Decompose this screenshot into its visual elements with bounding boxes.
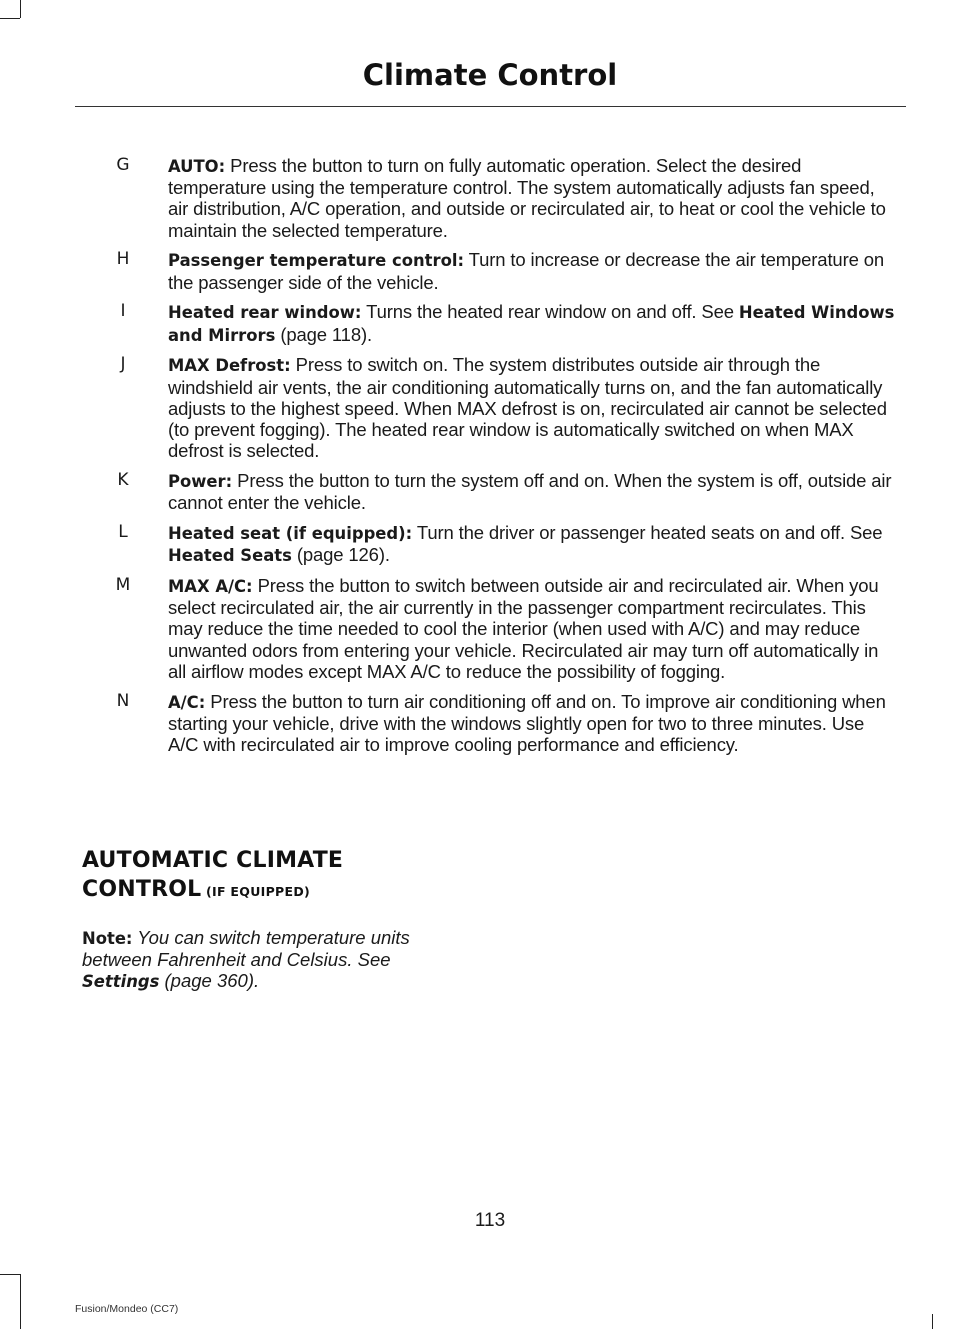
- item-letter: H: [116, 249, 130, 270]
- crop-mark: [0, 18, 20, 19]
- page-title: Climate Control: [362, 58, 618, 92]
- section-heading-line1: AUTOMATIC CLIMATE: [82, 848, 344, 873]
- page-number: 113: [474, 1210, 506, 1231]
- item-text: Press the button to turn on fully automatic operation. Select the desired temperature using the temperature control. The system automatically adjusts fan speed, air distribution, A/C operation, and outside or recirculated air, to heat or cool the vehicle to maintain the selected temperature.: [168, 155, 886, 241]
- item-text: Turn the driver or passenger heated seats on and off. See: [412, 522, 883, 544]
- list-item: [0, 575, 954, 682]
- section-heading: [82, 846, 343, 906]
- item-text: Press the button to switch between outside air and recirculated air. When you select recirculated air, the air currently in the passenger compartment recirculates. This may reduce the time needed to cool the interior (when used with A/C) and may reduce unwanted odors from entering your vehicle. Recirculated air may turn off automatically in all airflow modes except MAX A/C to reduce the possibility of fogging.: [168, 575, 879, 682]
- title-divider: [75, 106, 906, 107]
- item-description: [168, 155, 898, 241]
- item-description: [168, 691, 898, 756]
- item-description: [168, 249, 898, 292]
- item-label: MAX A/C:: [168, 577, 253, 597]
- list-item: [0, 691, 954, 756]
- item-text: Press the button to turn the system off and on. When the system is off, outside air cannot enter the vehicle.: [168, 470, 892, 514]
- section-qualifier: (IF EQUIPPED): [201, 884, 311, 899]
- page-reference: (page 126).: [291, 544, 390, 566]
- cross-reference-link[interactable]: Heated Seats: [168, 546, 292, 566]
- list-item: [0, 301, 954, 345]
- crop-mark: [20, 0, 21, 18]
- item-letter: J: [120, 354, 126, 375]
- item-text: Turns the heated rear window on and off. See: [361, 301, 739, 323]
- crop-mark: [20, 1274, 21, 1329]
- item-letter: N: [116, 690, 130, 711]
- page-reference: (page 118).: [275, 323, 372, 345]
- item-description: [168, 301, 898, 345]
- item-label: Heated seat (if equipped):: [168, 524, 413, 544]
- control-list: [0, 155, 954, 764]
- cross-reference-link[interactable]: Settings: [82, 972, 160, 992]
- section-heading-main: CONTROL: [82, 877, 202, 902]
- list-item: [0, 249, 954, 292]
- page-reference: (page 360).: [159, 970, 260, 992]
- item-text: Press the button to turn air conditioning off and on. To improve air conditioning when starting your vehicle, drive with the windows slightly open for two to three minutes. Use A/C with recirculated air to improve cooling performance and efficiency.: [168, 690, 886, 756]
- item-text: Turn to increase or decrease the air temperature on the passenger side of the vehicle.: [168, 249, 884, 293]
- item-letter: K: [117, 470, 129, 491]
- item-description: [168, 575, 898, 682]
- note-text: You can switch temperature units between Fahrenheit and Celsius. See: [82, 927, 410, 971]
- item-description: [168, 354, 898, 461]
- item-label: Power:: [168, 472, 233, 492]
- item-label: A/C:: [168, 692, 206, 712]
- item-description: [168, 470, 898, 513]
- item-label: Passenger temperature control:: [168, 251, 464, 271]
- item-letter: I: [120, 301, 126, 322]
- item-label: AUTO:: [168, 157, 226, 176]
- footer-model: Fusion/Mondeo (CC7): [75, 1303, 179, 1315]
- item-label: Heated rear window:: [168, 303, 362, 323]
- item-description: [168, 522, 898, 566]
- cross-reference-link[interactable]: Heated Windows and Mirrors: [168, 303, 895, 345]
- note-label: Note:: [82, 929, 133, 948]
- item-letter: L: [118, 522, 128, 543]
- list-item: [0, 155, 954, 241]
- crop-mark: [0, 1274, 20, 1275]
- list-item: [0, 470, 954, 513]
- item-letter: M: [115, 575, 131, 596]
- crop-mark: [932, 1314, 933, 1329]
- list-item: [0, 354, 954, 461]
- list-item: [0, 522, 954, 566]
- item-text: Press to switch on. The system distributes outside air through the windshield air vents, the air conditioning automatically turns on, and the fan automatically adjusts to the highest speed. When MAX defrost is on, recirculated air cannot be selected (to prevent fogging). The heated rear window is automatically switched on when MAX defrost is selected.: [168, 354, 887, 462]
- note-paragraph: [82, 927, 462, 993]
- section-heading-line2: [82, 875, 343, 906]
- item-label: MAX Defrost:: [168, 356, 291, 376]
- item-letter: G: [116, 155, 130, 175]
